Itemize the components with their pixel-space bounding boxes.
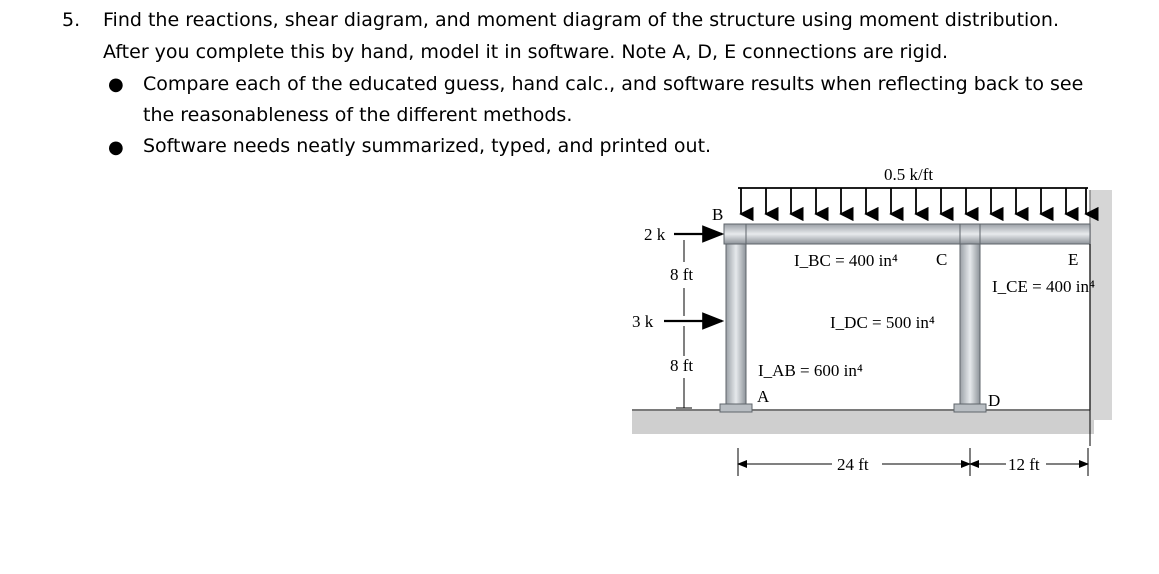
bullet-dot-1: ●	[108, 74, 124, 95]
bullet-dot-2: ●	[108, 137, 124, 158]
bullet-1-line-2: the reasonableness of the different methods.	[143, 104, 573, 126]
problem-number: 5.	[62, 9, 81, 31]
dim-span-bc-label: 24 ft	[837, 455, 869, 474]
load-label: 0.5 k/ft	[884, 165, 934, 184]
force-2k-label: 2 k	[644, 225, 666, 244]
node-a-label: A	[757, 387, 770, 406]
problem-line-2: After you complete this by hand, model it in software. Note A, D, E connections are rigid.	[103, 41, 949, 63]
bullet-2: Software needs neatly summarized, typed, and printed out.	[143, 135, 712, 157]
dim-span-ce-label: 12 ft	[1008, 455, 1040, 474]
wall-e	[1090, 190, 1112, 420]
dim-lower-label: 8 ft	[670, 356, 694, 375]
column-ab	[720, 224, 752, 412]
node-b-label: B	[712, 205, 724, 224]
column-dc	[954, 224, 986, 412]
dim-upper-label: 8 ft	[670, 265, 694, 284]
i-bc-label: I_BC = 400 in⁴	[794, 251, 898, 270]
node-c-label: C	[936, 250, 948, 269]
beam-bce	[724, 224, 1090, 244]
i-ce-label: I_CE = 400 in⁴	[992, 277, 1095, 296]
i-ab-label: I_AB = 600 in⁴	[758, 361, 863, 380]
problem-line-1: Find the reactions, shear diagram, and moment diagram of the structure using moment distribution.	[103, 9, 1060, 31]
ground	[632, 410, 1094, 434]
distributed-load	[738, 188, 1088, 214]
node-e-label: E	[1068, 250, 1079, 269]
bullet-1-line-1: Compare each of the educated guess, hand calc., and software results when reflecting back to see	[143, 73, 1084, 95]
node-d-label: D	[988, 391, 1001, 410]
force-3k-label: 3 k	[632, 312, 654, 331]
i-dc-label: I_DC = 500 in⁴	[830, 313, 935, 332]
